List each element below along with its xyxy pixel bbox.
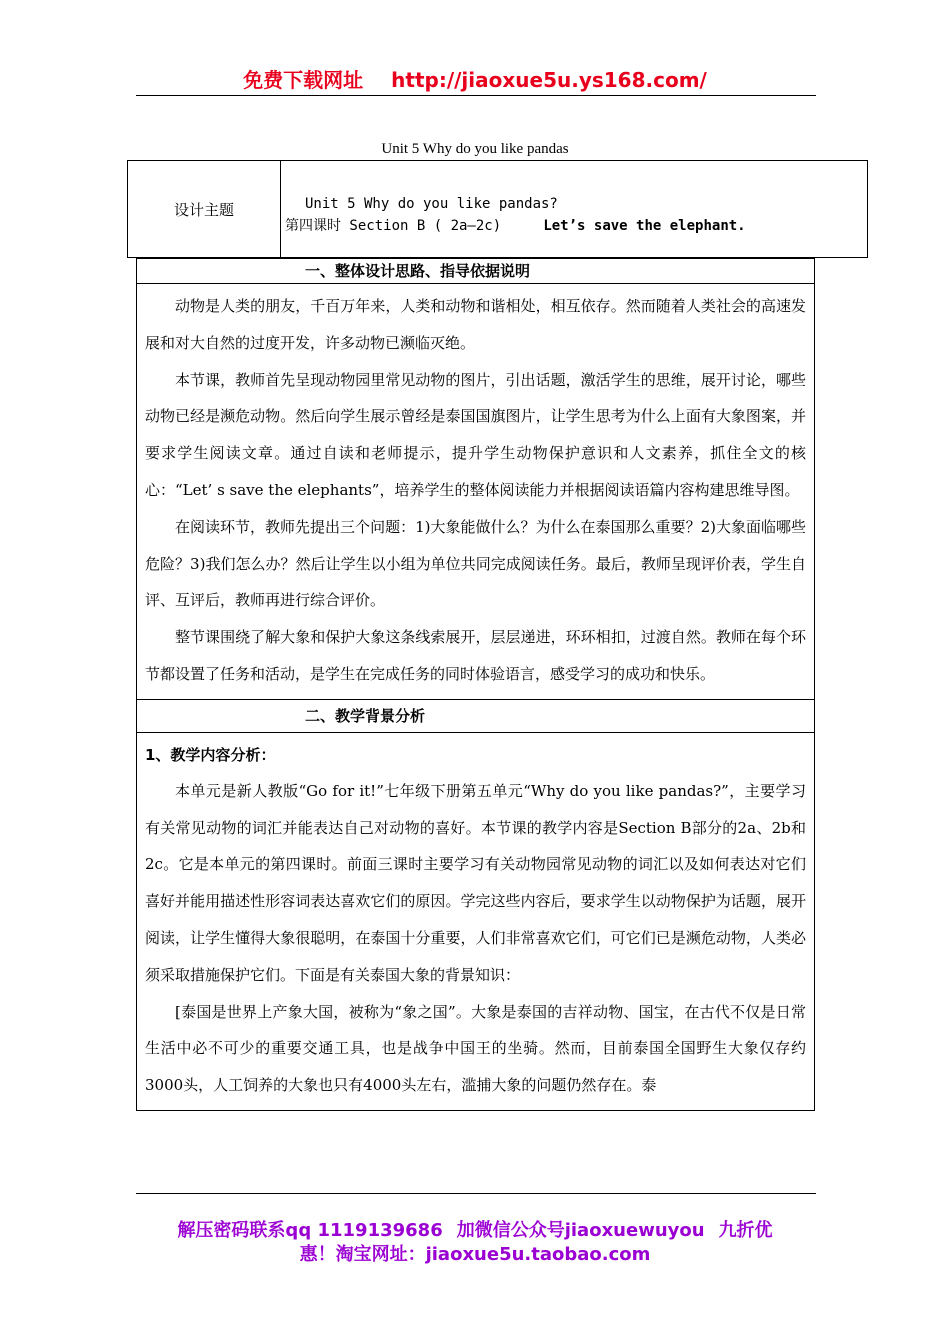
- contact-footer: [0, 1219, 950, 1267]
- design-theme-table: [127, 160, 868, 258]
- design-theme-value: [281, 161, 868, 258]
- section1-paragraph: 本节课，教师首先呈现动物园里常见动物的图片，引出话题，激活学生的思维，展开讨论，哪些动物已经是濒危动物。然后向学生展示曾经是泰国国旗图片，让学生思考为什么上面有大象图案，并要求学生阅读文章。通过自读和老师提示，提升学生动物保护意识和人文素养，抓住全文的核心：“Let’ s save the elephants”，培养学生的整体阅读能力并根据阅读语篇内容构建思维导图。: [145, 370, 806, 499]
- download-url-link[interactable]: http://jiaoxue5u.ys168.com/: [391, 68, 707, 92]
- unit-title-line: Unit 5 Why do you like pandas?: [305, 196, 558, 212]
- lesson-section: 第四课时 Section B ( 2a—2c): [285, 218, 502, 234]
- section2-heading: 二、教学背景分析: [137, 699, 815, 732]
- content-analysis-heading: 1、教学内容分析：: [145, 745, 276, 764]
- section2-paragraph: 本单元是新人教版“Go for it!”七年级下册第五单元“Why do you like pandas?”，主要学习有关常见动物的词汇并能表达自己对动物的喜好。本节课的教学内容是Section B部分的2a、2b和2c。它是本单元的第四课时。前面三课时主要学习有关动物园常见动物的词汇以及如何表达对它们喜好并能用描述性形容词表达喜欢它们的原因。学完这些内容后，要求学生以动物保护为话题，展开阅读，让学生懂得大象很聪明，在泰国十分重要，人们非常喜欢它们，可它们已是濒危动物，人类必须采取措施保护它们。下面是有关泰国大象的背景知识：: [145, 781, 806, 984]
- footer-discount: 九折优: [718, 1220, 773, 1241]
- section1-paragraph: 动物是人类的朋友，千百万年来，人类和动物和谐相处，相互依存。然而随着人类社会的高速发展和对大自然的过度开发，许多动物已濒临灭绝。: [145, 297, 806, 352]
- section1-paragraph: 在阅读环节，教师先提出三个问题：1)大象能做什么？为什么在泰国那么重要？2)大象面临哪些危险？3)我们怎么办？然后让学生以小组为单位共同完成阅读任务。最后，教师呈现评价表，学生自评、互评后，教师再进行综合评价。: [145, 517, 806, 610]
- download-header: [0, 64, 950, 93]
- footer-qq: 解压密码联系qq 1119139686: [177, 1220, 443, 1241]
- section1-body: [137, 284, 815, 700]
- header-divider: [136, 95, 816, 96]
- section2-paragraph: [泰国是世界上产象大国，被称为“象之国”。大象是泰国的吉祥动物、国宝，在古代不仅是日常生活中必不可少的重要交通工具，也是战争中国王的坐骑。然而，目前泰国全国野生大象仅存约3000头，人工饲养的大象也只有4000头左右，滥捕大象的问题仍然存在。泰: [145, 1002, 806, 1095]
- footer-divider: [136, 1193, 816, 1194]
- section1-paragraph: 整节课围绕了解大象和保护大象这条线索展开，层层递进，环环相扣，过渡自然。教师在每个环节都设置了任务和活动，是学生在完成任务的同时体验语言，感受学习的成功和快乐。: [145, 628, 806, 683]
- lesson-plan-table: [136, 258, 815, 1111]
- document-title: Unit 5 Why do you like pandas: [381, 141, 569, 157]
- lesson-line: [285, 215, 867, 237]
- footer-line1: [0, 1219, 950, 1243]
- download-label: 免费下载网址: [243, 68, 364, 92]
- page-bottom-area: [0, 1194, 950, 1344]
- section2-body: [137, 732, 815, 1110]
- design-theme-label: 设计主题: [128, 161, 281, 258]
- footer-wechat: 加微信公众号jiaoxuewuyou: [456, 1220, 705, 1241]
- section1-heading: 一、整体设计思路、指导依据说明: [137, 259, 815, 284]
- footer-taobao-link[interactable]: 惠！淘宝网址：jiaoxue5u.taobao.com: [299, 1244, 651, 1265]
- lesson-topic: Let’s save the elephant.: [543, 218, 746, 234]
